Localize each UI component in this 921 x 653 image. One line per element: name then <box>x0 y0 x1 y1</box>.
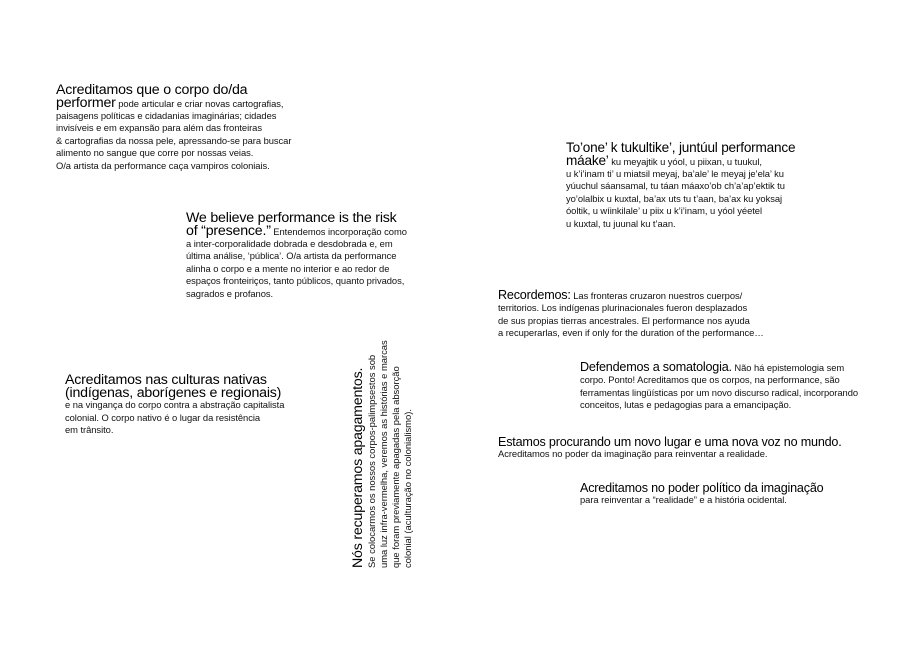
body-line: a recuperarlas, even if only for the duration of the performance… <box>498 327 764 339</box>
block-corpo-performer <box>56 84 291 172</box>
body-line: colonial (aculturação no colonialismo). <box>401 409 413 568</box>
body-line: paisagens políticas e cidadanias imaginárias; cidades <box>56 110 277 121</box>
body-line: alimento no sangue que corre por nossas veias. <box>56 147 254 159</box>
block-poder-politico <box>580 482 823 507</box>
body-line: colonial. O corpo nativo é o lugar da resistência <box>65 411 261 423</box>
heading-novo-lugar: Estamos procurando um novo lugar e uma nova voz no mundo. <box>498 435 842 449</box>
body-line: alinha o corpo e a mente no interior e ao redor de <box>186 262 390 274</box>
block-we-believe <box>186 212 407 300</box>
block-novo-lugar <box>498 436 842 461</box>
body-line: sagrados e profanos. <box>186 287 274 299</box>
block-somatologia <box>580 361 858 412</box>
heading-poder-politico: Acreditamos no poder político da imaginação <box>580 481 824 495</box>
body-line: & cartografias da nossa pele, apressando-se para buscar <box>56 134 292 146</box>
heading-corpo-line-1: Acreditamos que o corpo do/da <box>56 82 248 98</box>
body-line: em trânsito. <box>65 424 114 435</box>
body-line: e na vingança do corpo contra a abstração capitalista <box>65 399 285 411</box>
body-line: invisíveis e em expansão para além das fronteiras <box>56 122 262 134</box>
block-recordemos <box>498 289 764 340</box>
block-maya <box>566 142 795 230</box>
body-line: espaços fronteiriços, tanto públicos, quanto privados, <box>186 275 405 287</box>
heading-apagamentos: Nós recuperamos apagamentos. <box>350 367 366 568</box>
body-line: uma luz infra-vermelha, veremos as histórias e marcas <box>377 340 389 568</box>
body-line: a inter-corporalidade dobrada e desdobrada e, em <box>186 238 393 249</box>
heading-corpo-line-2: performer <box>56 94 116 111</box>
body-line: Se colocarmos os nossos corpos-palimpsestos sob <box>366 354 377 568</box>
body-line: territorios. Los indígenas plurinacionales fueron desplazados <box>498 302 748 314</box>
heading-culturas-line-2: (indígenas, aborígenes e regionais) <box>65 384 282 401</box>
body-line: ferramentas lingüísticas por um novo discurso radical, incorporando <box>580 386 859 398</box>
heading-culturas-line-1: Acreditamos nas culturas nativas <box>65 372 267 388</box>
heading-recordemos: Recordemos: <box>498 288 571 302</box>
body-line: O/a artista da performance caça vampiros coloniais. <box>56 159 270 171</box>
body-line: que foram previamente apagadas pela absorção <box>389 366 401 568</box>
heading-maya-line-1: To’one’ k tukultike’, juntúul performance <box>566 140 796 155</box>
heading-somatologia: Defendemos a somatologia. <box>580 360 732 374</box>
heading-believe-line-2: of “presence.” <box>186 222 271 239</box>
heading-maya-line-2: máake’ <box>566 152 609 168</box>
body-line: última análise, ‘pública’. O/a artista da performance <box>186 250 397 262</box>
body-line: Entendemos incorporação como <box>273 225 407 237</box>
block-apagamentos-vertical <box>351 340 414 568</box>
body-line: u k’i’inam ti’ u miatsil meyaj, ba’ale’ le meyaj je’ela’ ku <box>566 168 784 179</box>
body-line: yúuchul sáansamal, tu táan máaxo’ob ch’a’ap’ektik tu <box>566 180 785 192</box>
body-line: pode articular e criar novas cartografias, <box>118 97 284 109</box>
body-line: conceitos, lutas e pedagogias para a emancipação. <box>580 399 792 411</box>
body-line: de sus propias tierras ancestrales. El performance nos ayuda <box>498 314 750 326</box>
body-line: yo’olalbix u kuxtal, ba’ax uts tu t’aan, ba’ax ku yoksaj <box>566 192 783 204</box>
body-line: óoltik, u wíinkilale’ u piix u k’i’inam, u yóol yéetel <box>566 205 763 217</box>
body-line: Não há epistemologia sem <box>734 362 845 373</box>
heading-believe-line-1: We believe performance is the risk <box>186 210 397 226</box>
body-line: ku meyajtik u yóol, u piixan, u tuukul, <box>611 155 762 167</box>
body-line: para reinventar a “realidade” e a história ocidental. <box>580 494 787 506</box>
body-line: Acreditamos no poder da imaginação para reinventar a realidade. <box>498 448 768 460</box>
block-culturas-nativas <box>65 374 284 436</box>
body-line: corpo. Ponto! Acreditamos que os corpos, na performance, são <box>580 374 840 386</box>
body-line: Las fronteras cruzaron nuestros cuerpos/ <box>573 290 743 301</box>
body-line: u kuxtal, tu juunal ku t’aan. <box>566 217 676 229</box>
